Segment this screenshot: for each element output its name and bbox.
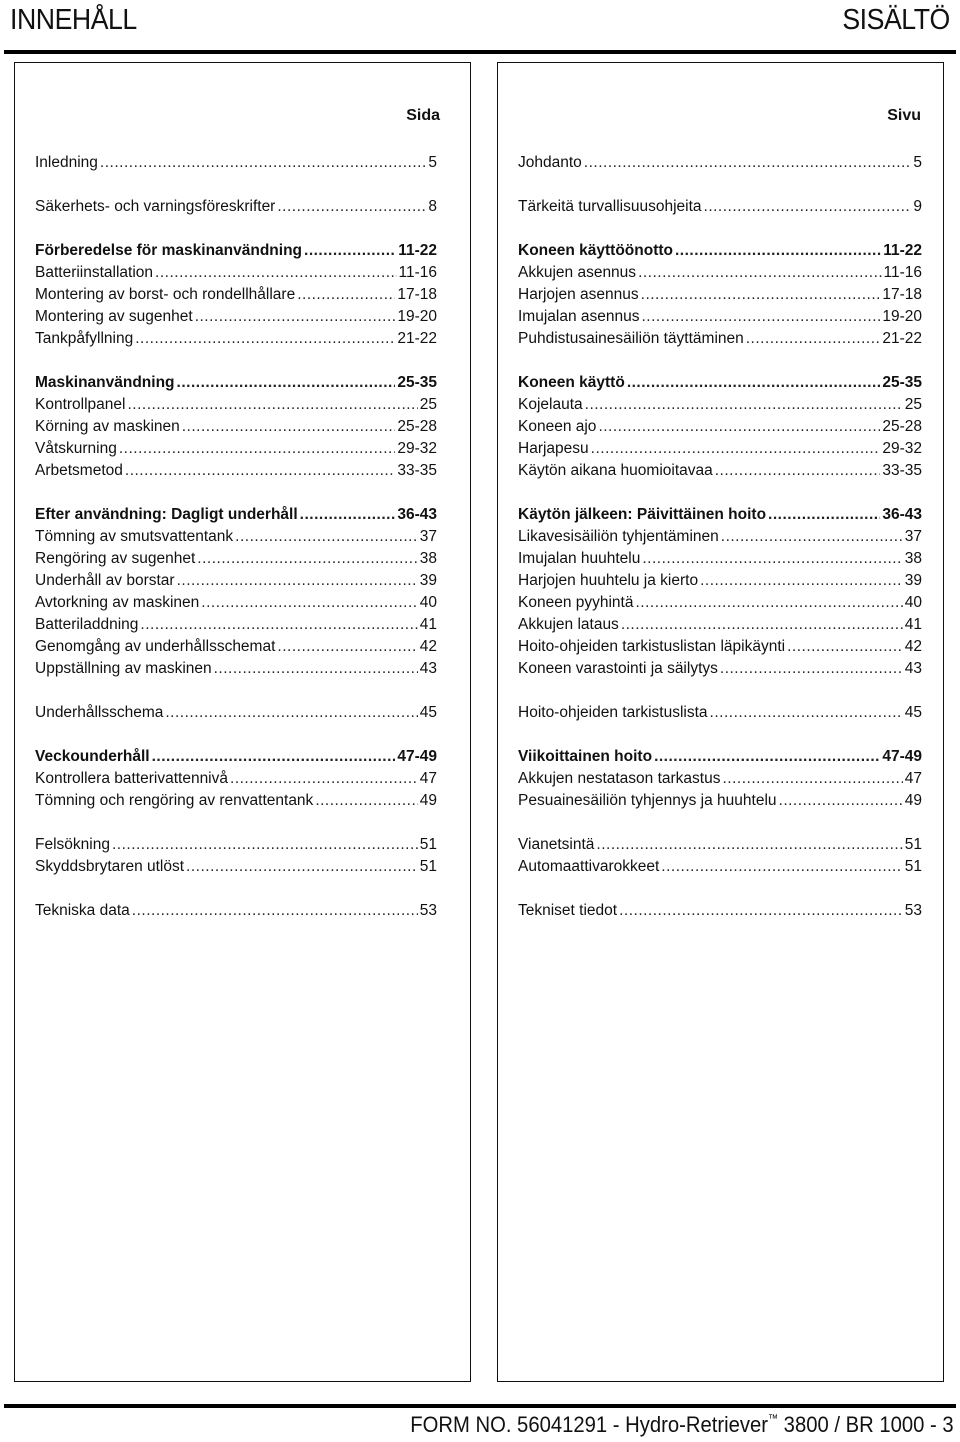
dot-leader [596, 834, 902, 856]
entry-page-number: 25 [419, 396, 437, 413]
entry-page-number: 11-22 [398, 242, 437, 259]
toc-section-entry [518, 746, 922, 768]
page-column-heading: Sida [406, 107, 440, 124]
entry-page-number: 19-20 [882, 308, 922, 325]
dot-leader [152, 746, 396, 768]
toc-section-entry [518, 372, 922, 394]
toc-entry [35, 394, 437, 416]
dot-leader [304, 240, 396, 262]
toc-group [518, 900, 922, 922]
entry-label: Efter användning: Dagligt underhåll [35, 506, 298, 523]
entry-label: Likavesisäiliön tyhjentäminen [518, 528, 719, 545]
toc-entry [35, 328, 437, 350]
toc-entry [35, 768, 437, 790]
toc-group [35, 702, 437, 724]
entry-page-number: 40 [419, 594, 437, 611]
dot-leader [787, 636, 903, 658]
entry-label: Koneen varastointi ja säilytys [518, 660, 718, 677]
toc-entry [35, 790, 437, 812]
toc-entry [518, 702, 922, 724]
entry-label: Felsökning [35, 836, 110, 853]
entry-label: Koneen käyttö [518, 374, 625, 391]
entry-page-number: 25-35 [397, 374, 437, 391]
entry-label: Körning av maskinen [35, 418, 180, 435]
entry-label: Käytön jälkeen: Päivittäinen hoito [518, 506, 767, 523]
entry-label: Kontrollera batterivattennivå [35, 770, 229, 787]
dot-leader [300, 504, 396, 526]
dot-leader [635, 592, 902, 614]
toc-entry [518, 834, 922, 856]
entry-page-number: 17-18 [397, 286, 437, 303]
toc-entry [518, 900, 922, 922]
entry-label: Automaattivarokkeet [518, 858, 660, 875]
entry-page-number: 39 [419, 572, 437, 589]
entry-page-number: 11-16 [883, 264, 922, 281]
toc-entry [518, 460, 922, 482]
title-sisalto: SISÄLTÖ [842, 4, 950, 36]
entry-label: Koneen käyttöönotto [518, 242, 673, 259]
entry-label: Arbetsmetod [35, 462, 123, 479]
toc-entry [35, 284, 437, 306]
dot-leader [119, 438, 395, 460]
entry-page-number: 41 [904, 616, 922, 633]
entry-label: Säkerhets- och varningsföreskrifter [35, 198, 276, 215]
toc-entry [518, 394, 922, 416]
entry-page-number: 49 [419, 792, 437, 809]
toc-entry [35, 438, 437, 460]
dot-leader [768, 504, 880, 526]
dot-leader [201, 592, 417, 614]
toc-group [518, 196, 922, 218]
dot-leader [182, 416, 396, 438]
entry-page-number: 47-49 [397, 748, 437, 765]
toc-entry [35, 460, 437, 482]
entry-label: Harjapesu [518, 440, 589, 457]
toc-entries [518, 152, 922, 944]
entry-page-number: 25-28 [397, 418, 437, 435]
dot-leader [700, 570, 903, 592]
dot-leader [621, 614, 903, 636]
entry-label: Harjojen asennus [518, 286, 639, 303]
entry-page-number: 29-32 [882, 440, 922, 457]
toc-entry [35, 592, 437, 614]
dot-leader [746, 328, 881, 350]
entry-page-number: 49 [904, 792, 922, 809]
toc-section-entry [518, 240, 922, 262]
toc-entry [518, 658, 922, 680]
toc-entry [35, 416, 437, 438]
dot-leader [100, 152, 426, 174]
entry-label: Skyddsbrytaren utlöst [35, 858, 185, 875]
toc-column-swedish [14, 62, 471, 1382]
toc-entry [35, 262, 437, 284]
toc-entry [518, 416, 922, 438]
toc-entry [35, 856, 437, 878]
entry-label: Batteriinstallation [35, 264, 154, 281]
toc-section-entry [518, 504, 922, 526]
entry-label: Harjojen huuhtelu ja kierto [518, 572, 699, 589]
entry-page-number: 36-43 [397, 506, 437, 523]
dot-leader [127, 394, 417, 416]
entry-label: Veckounderhåll [35, 748, 150, 765]
toc-entry [518, 152, 922, 174]
entry-label: Tärkeitä turvallisuusohjeita [518, 198, 702, 215]
toc-entry [518, 856, 922, 878]
entry-page-number: 38 [904, 550, 922, 567]
dot-leader [638, 262, 881, 284]
entry-page-number: 42 [419, 638, 437, 655]
toc-entry [35, 152, 437, 174]
entry-label: Johdanto [518, 154, 582, 171]
toc-entry [518, 790, 922, 812]
dot-leader [584, 152, 912, 174]
entry-label: Rengöring av sugenhet [35, 550, 196, 567]
entry-label: Imujalan huuhtelu [518, 550, 641, 567]
toc-entry [35, 526, 437, 548]
entry-page-number: 51 [419, 858, 437, 875]
dot-leader [722, 768, 902, 790]
page-column-heading: Sivu [887, 107, 921, 124]
entry-label: Akkujen nestatason tarkastus [518, 770, 721, 787]
dot-leader [598, 416, 880, 438]
toc-group [35, 196, 437, 218]
dot-leader [627, 372, 881, 394]
entry-page-number: 25-35 [882, 374, 922, 391]
dot-leader [214, 658, 418, 680]
entry-page-number: 47 [904, 770, 922, 787]
entry-label: Batteriladdning [35, 616, 139, 633]
toc-entry [518, 614, 922, 636]
entry-label: Käytön aikana huomioitavaa [518, 462, 713, 479]
dot-leader [197, 548, 417, 570]
toc-group [35, 152, 437, 174]
dot-leader [112, 834, 418, 856]
entry-page-number: 47 [419, 770, 437, 787]
entry-label: Inledning [35, 154, 98, 171]
toc-entry [35, 196, 437, 218]
dot-leader [642, 306, 881, 328]
entry-page-number: 17-18 [882, 286, 922, 303]
entry-page-number: 8 [428, 198, 437, 215]
dot-leader [591, 438, 881, 460]
entry-page-number: 39 [904, 572, 922, 589]
entry-page-number: 43 [904, 660, 922, 677]
toc-entry [518, 548, 922, 570]
entry-page-number: 38 [419, 550, 437, 567]
dot-leader [230, 768, 418, 790]
dot-leader [125, 460, 395, 482]
entry-page-number: 53 [904, 902, 922, 919]
entry-page-number: 45 [904, 704, 922, 721]
dot-leader [135, 328, 395, 350]
toc-group [35, 834, 437, 878]
toc-entry [35, 658, 437, 680]
toc-group [35, 504, 437, 680]
toc-entry [35, 548, 437, 570]
entry-page-number: 11-16 [398, 264, 437, 281]
entry-page-number: 51 [904, 836, 922, 853]
dot-leader [177, 570, 418, 592]
dot-leader [661, 856, 902, 878]
entry-label: Viikoittainen hoito [518, 748, 653, 765]
toc-group [518, 372, 922, 482]
toc-section-entry [35, 746, 437, 768]
footer-rule [4, 1404, 956, 1408]
entry-page-number: 53 [419, 902, 437, 919]
toc-entry [518, 284, 922, 306]
entry-label: Tankpåfyllning [35, 330, 134, 347]
entry-label: Kontrollpanel [35, 396, 126, 413]
dot-leader [277, 636, 417, 658]
dot-leader [195, 306, 396, 328]
entry-page-number: 37 [419, 528, 437, 545]
entry-label: Hoito-ohjeiden tarkistuslista [518, 704, 708, 721]
dot-leader [177, 372, 396, 394]
toc-group [518, 504, 922, 680]
toc-group [35, 240, 437, 350]
dot-leader [779, 790, 903, 812]
entry-label: Koneen ajo [518, 418, 597, 435]
entry-page-number: 21-22 [397, 330, 437, 347]
toc-entry [518, 196, 922, 218]
dot-leader [297, 284, 395, 306]
entry-label: Tekniset tiedot [518, 902, 618, 919]
entry-label: Pesuainesäiliön tyhjennys ja huuhtelu [518, 792, 777, 809]
toc-entry [518, 328, 922, 350]
entry-page-number: 33-35 [397, 462, 437, 479]
toc-entry [35, 900, 437, 922]
dot-leader [654, 746, 880, 768]
dot-leader [585, 394, 903, 416]
entry-page-number: 42 [904, 638, 922, 655]
toc-section-entry [35, 240, 437, 262]
entry-label: Underhåll av borstar [35, 572, 175, 589]
toc-entry [35, 702, 437, 724]
entry-page-number: 5 [913, 154, 922, 171]
entry-label: Vianetsintä [518, 836, 595, 853]
dot-leader [704, 196, 912, 218]
toc-entry [35, 614, 437, 636]
dot-leader [165, 702, 417, 724]
toc-section-entry [35, 372, 437, 394]
entry-label: Tömning och rengöring av renvattentank [35, 792, 314, 809]
entry-page-number: 5 [428, 154, 437, 171]
dot-leader [155, 262, 396, 284]
toc-entry [35, 636, 437, 658]
toc-entry [518, 768, 922, 790]
dot-leader [710, 702, 903, 724]
toc-entry [35, 834, 437, 856]
entry-label: Montering av sugenhet [35, 308, 193, 325]
entry-label: Akkujen asennus [518, 264, 637, 281]
dot-leader [186, 856, 418, 878]
dot-leader [619, 900, 903, 922]
entry-label: Imujalan asennus [518, 308, 640, 325]
entry-page-number: 33-35 [882, 462, 922, 479]
entry-page-number: 11-22 [883, 242, 922, 259]
entry-label: Hoito-ohjeiden tarkistuslistan läpikäynti [518, 638, 786, 655]
toc-group [518, 152, 922, 174]
entry-label: Kojelauta [518, 396, 583, 413]
entry-page-number: 51 [419, 836, 437, 853]
entry-label: Genomgång av underhållsschemat [35, 638, 276, 655]
toc-group [35, 746, 437, 812]
entry-label: Våtskurning [35, 440, 117, 457]
entry-page-number: 43 [419, 660, 437, 677]
toc-section-entry [35, 504, 437, 526]
toc-group [518, 702, 922, 724]
entry-label: Tömning av smutsvattentank [35, 528, 234, 545]
toc-group [518, 834, 922, 878]
entry-page-number: 41 [419, 616, 437, 633]
toc-entry [35, 306, 437, 328]
entry-page-number: 25-28 [882, 418, 922, 435]
toc-entry [35, 570, 437, 592]
toc-entry [518, 438, 922, 460]
footer-suffix: 3800 / BR 1000 - 3 [778, 1412, 954, 1437]
footer-prefix: FORM NO. 56041291 - Hydro-Retriever [410, 1412, 769, 1437]
dot-leader [641, 284, 881, 306]
toc-entry [518, 262, 922, 284]
toc-group [35, 900, 437, 922]
footer-form-number [411, 1412, 954, 1438]
dot-leader [277, 196, 426, 218]
entry-label: Puhdistusainesäiliön täyttäminen [518, 330, 744, 347]
toc-group [518, 240, 922, 350]
title-innehall: INNEHÅLL [10, 4, 137, 36]
entry-page-number: 45 [419, 704, 437, 721]
toc-group [518, 746, 922, 812]
entry-page-number: 29-32 [397, 440, 437, 457]
toc-group [35, 372, 437, 482]
entry-label: Avtorkning av maskinen [35, 594, 200, 611]
header-rule [4, 50, 956, 54]
dot-leader [721, 526, 903, 548]
entry-page-number: 37 [904, 528, 922, 545]
toc-entries [35, 152, 437, 944]
trademark-symbol: ™ [768, 1413, 779, 1425]
dot-leader [235, 526, 418, 548]
dot-leader [675, 240, 881, 262]
dot-leader [642, 548, 902, 570]
entry-label: Förberedelse för maskinanvändning [35, 242, 303, 259]
entry-label: Uppställning av maskinen [35, 660, 212, 677]
toc-entry [518, 526, 922, 548]
entry-page-number: 9 [913, 198, 922, 215]
toc-column-finnish [497, 62, 944, 1382]
dot-leader [132, 900, 418, 922]
entry-label: Tekniska data [35, 902, 130, 919]
entry-label: Montering av borst- och rondellhållare [35, 286, 296, 303]
entry-label: Akkujen lataus [518, 616, 619, 633]
dot-leader [140, 614, 417, 636]
entry-page-number: 40 [904, 594, 922, 611]
dot-leader [720, 658, 903, 680]
toc-entry [518, 592, 922, 614]
entry-label: Koneen pyyhintä [518, 594, 634, 611]
entry-page-number: 19-20 [397, 308, 437, 325]
entry-label: Maskinanvändning [35, 374, 175, 391]
toc-entry [518, 636, 922, 658]
toc-entry [518, 570, 922, 592]
dot-leader [715, 460, 881, 482]
entry-page-number: 47-49 [882, 748, 922, 765]
toc-entry [518, 306, 922, 328]
dot-leader [315, 790, 417, 812]
entry-label: Underhållsschema [35, 704, 164, 721]
entry-page-number: 25 [904, 396, 922, 413]
entry-page-number: 21-22 [882, 330, 922, 347]
entry-page-number: 51 [904, 858, 922, 875]
entry-page-number: 36-43 [882, 506, 922, 523]
